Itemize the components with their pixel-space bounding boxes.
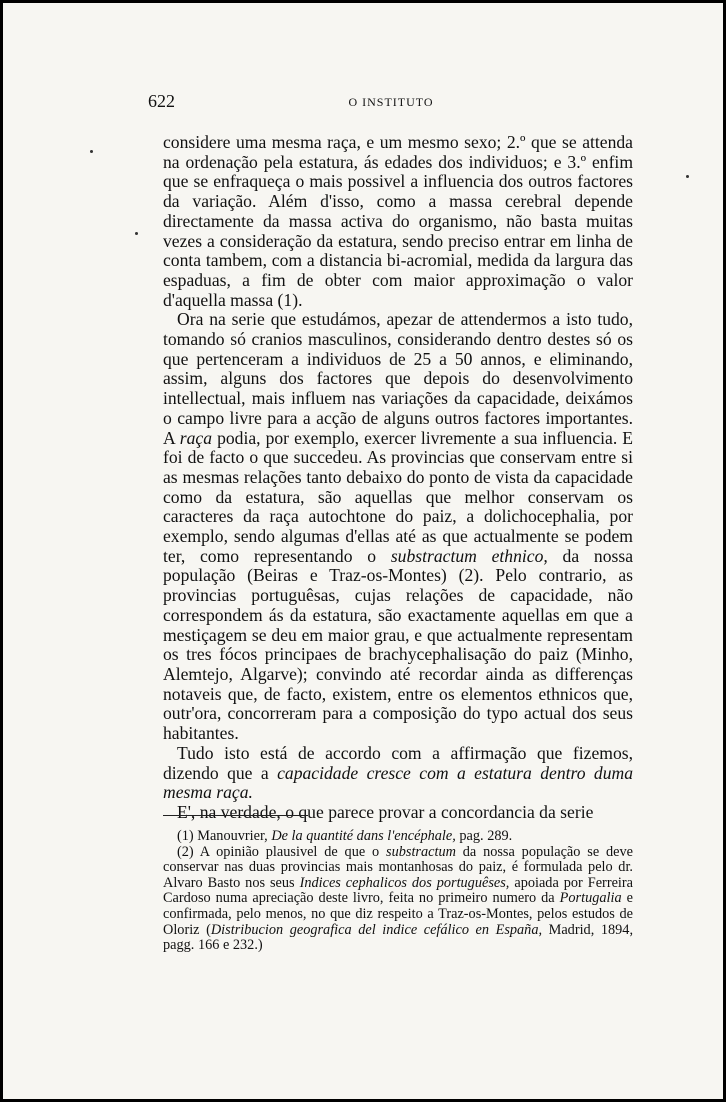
margin-speck xyxy=(686,175,689,178)
italic-run: capacidade cresce com a estatura dentro duma mesma raça. xyxy=(163,762,633,803)
paragraph xyxy=(163,803,633,823)
text-run: E', na verdade, o que parece provar a concordancia da serie xyxy=(177,801,594,822)
page-number: 622 xyxy=(148,91,175,111)
paragraph xyxy=(163,310,633,743)
italic-run: Distribucion geografica del indice cefálico en España, xyxy=(210,921,543,938)
scanned-page xyxy=(3,3,723,1099)
text-run: (1) Manouvrier, xyxy=(177,828,272,844)
running-head: O INSTITUTO xyxy=(348,95,434,109)
footnotes xyxy=(163,829,633,954)
margin-speck xyxy=(90,150,93,153)
footnote-rule xyxy=(163,815,308,816)
text-run: Ora na serie que estudámos, apezar de attendermos a isto tudo, tomando só cranios masculinos, considerando dentro destes só os que pertenceram a individuos de 25 a 50 annos, e eliminando, assim, alguns dos factores que depois do desenvolvimento intellectual, mais influem nas variações da capacidade, deixámos o campo livre para a acção de alguns outros factores importantes. A xyxy=(163,309,633,448)
italic-run: Portugalia xyxy=(559,890,622,907)
italic-run: substractum xyxy=(386,843,456,860)
italic-run: De la quantité dans l'encéphale, xyxy=(271,828,456,844)
body-text xyxy=(163,133,633,823)
italic-run: Indices cephalicos dos portuguêses, xyxy=(299,874,510,891)
text-run: podia, por exemplo, exercer livremente a sua influencia. E foi de facto o que succedeu. As provincias que conservam entre si as mesmas relações tanto debaixo do ponto de vista da capacidade como da estatura, são aquellas que melhor conservam os caracteres da raça autochtone do paiz, a dolichocephalia, por exemplo, sendo algumas d'ellas até as que actualmente se podem ter, como representando o xyxy=(163,427,634,566)
text-run: considere uma mesma raça, e um mesmo sexo; 2.º que se attenda na ordenação pela estatura, ás edades dos individuos; e 3.º enfim que se enfraqueça o mais possivel a influencia dos outros factores da variação. Além d'isso, como a massa cerebral depende directamente da massa activa do organismo, não basta muitas vezes a consideração da estatura, sendo preciso entrar em linha de conta tambem, com a distancia bi-acromial, medida da largura das espaduas, a fim de obter com maior approximação o valor d'aquella massa (1). xyxy=(163,132,633,310)
paragraph xyxy=(163,744,633,803)
footnote xyxy=(163,829,633,845)
text-run: Madrid, 1894, pagg. 166 e 232.) xyxy=(163,921,634,954)
text-run: pag. 289. xyxy=(455,828,513,844)
text-run: da nossa população se deve conservar nas duas provincias mais montanhosas do paiz, é formulada pelo dr. Alvaro Basto nos seus xyxy=(163,843,633,891)
margin-speck xyxy=(135,232,138,235)
italic-run: substractum ethnico, xyxy=(390,545,548,566)
text-run: (2) A opinião plausivel de que o xyxy=(177,843,387,860)
text-run: Tudo isto está de accordo com a affirmação que fizemos, dizendo que a xyxy=(163,742,633,783)
text-run: da nossa população (Beiras e Traz-os-Montes) (2). Pelo contrario, as provincias portuguêsas, cujas relações de capacidade, não correspondem ás da estatura, são exactamente aquellas em que a mestiçagem se deu em maior grau, e que actualmente representam os tres fócos principaes de brachycephalisação do paiz (Minho, Alemtejo, Algarve); convindo até recordar ainda as differenças notaveis que, de facto, existem, entre os elementos ethnicos que, outr'ora, concorreram para a composição do typo actual dos seus habitantes. xyxy=(163,545,634,744)
paragraph xyxy=(163,133,633,310)
footnote xyxy=(163,845,633,954)
text-run: e confirmada, pelo menos, no que diz respeito a Traz-os-Montes, pelos estudos de Oloriz ( xyxy=(163,890,633,938)
italic-run: raça xyxy=(179,427,213,448)
text-run: apoiada por Ferreira Cardoso numa apreciação deste livro, feita no primeiro numero da xyxy=(163,874,634,907)
